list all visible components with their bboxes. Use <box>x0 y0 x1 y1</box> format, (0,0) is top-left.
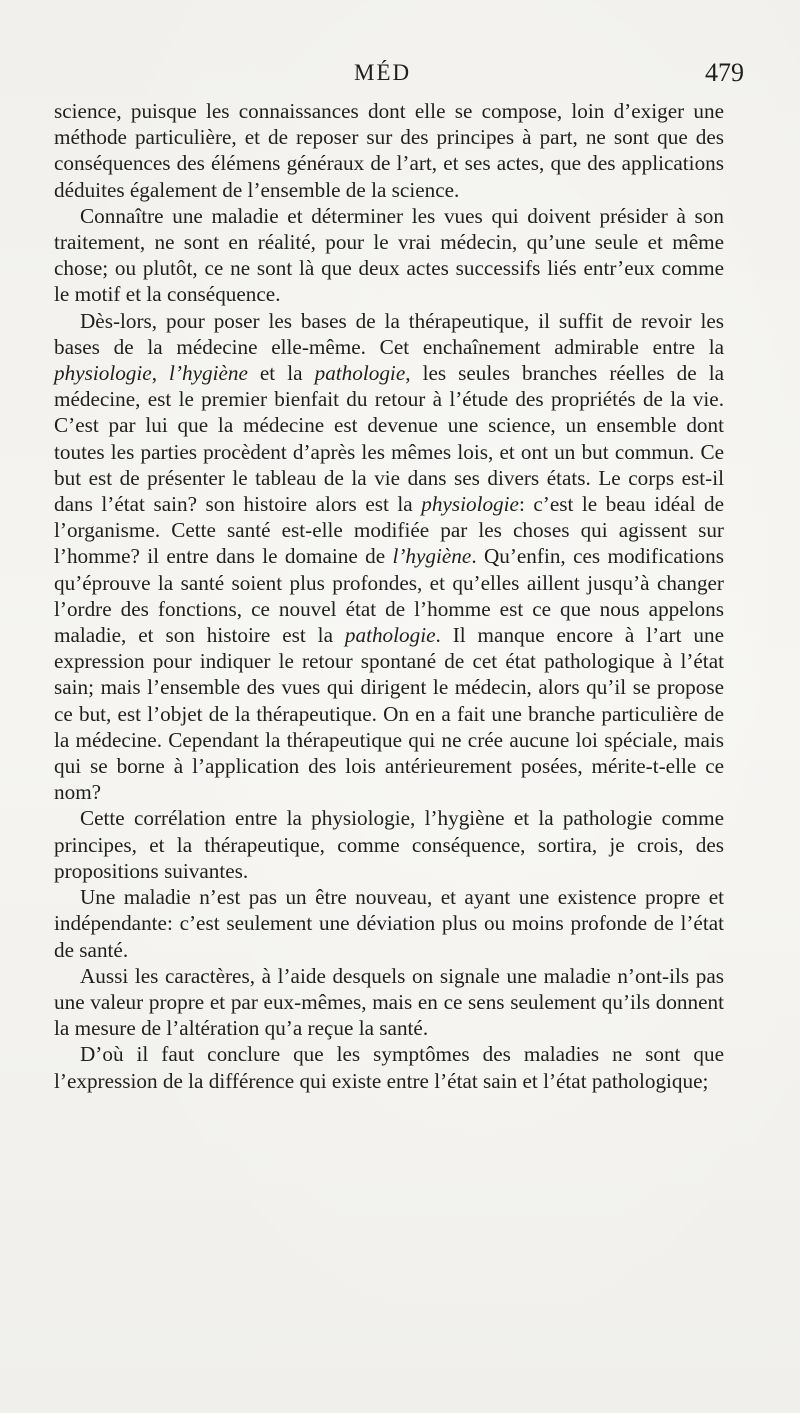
text-run: D’où il faut conclure que les symptômes des maladies ne sont que l’expression de la différence qui existe entre l’état sain et l’état pathologique; <box>54 1042 724 1093</box>
page-number: 479 <box>705 58 744 87</box>
text-run: Dès-lors, pour poser les bases de la thérapeutique, il suffit de revoir les bases de la médecine elle-même. Cet enchaînement admirable entre la <box>54 308 724 359</box>
text-run: . Il manque encore à l’art une expression pour indiquer le retour spontané de cet état pathologique à l’état sain; mais l’ensemble des vues qui dirigent le médecin, alors qu’il se propose ce but, est l’objet de la thérapeutique. On en a fait une branche particulière de la médecine. Cependant la thérapeutique qui ne crée aucune loi spéciale, mais qui se borne à l’application des lois antérieurement posées, mérite-t-elle ce nom? <box>54 623 724 805</box>
paragraph <box>54 98 724 203</box>
italic-term: pathologie <box>314 361 406 386</box>
paragraph <box>54 1041 724 1093</box>
text-run: et la <box>247 361 315 386</box>
text-run: Connaître une maladie et déterminer les vues qui doivent présider à son traitement, ne sont en réalité, pour le vrai médecin, qu’une seule et même chose; ou plutôt, ce ne sont là que deux actes successifs liés entr’eux comme le motif et la conséquence. <box>54 203 724 307</box>
text-run: . Qu’enfin, ces modifications qu’éprouve la santé soient plus profondes, et qu’elles aillent jusqu’à changer l’ordre des fonctions, ce nouvel état de l’homme est ce que nous appelons maladie, et son histoire est la <box>54 544 724 648</box>
text-run: : c’est le beau idéal de l’organisme. Cette santé est-elle modifiée par les choses qui agissent sur l’homme? il entre dans le domaine de <box>54 492 724 569</box>
body-text <box>54 98 724 1094</box>
text-run: , <box>151 361 170 386</box>
text-run: Aussi les caractères, à l’aide desquels on signale une maladie n’ont-ils pas une valeur propre et par eux-mêmes, mais en ce sens seulement qu’ils donnent la mesure de l’altération qu’a reçue la santé. <box>54 963 724 1041</box>
paragraph <box>54 308 724 806</box>
running-head: MÉD <box>354 60 412 85</box>
text-run: , les seules branches réelles de la médecine, est le premier bienfait du retour à l’étude des propriétés de la vie. C’est par lui que la médecine est devenue une science, un ensemble dont toutes les parties procèdent d’après les mêmes lois, et ont un but commun. Ce but est de présenter le tableau de la vie dans ses divers états. Le corps est-il dans l’état sain? son histoire alors est la <box>54 361 724 517</box>
italic-term: l’hygiène <box>169 361 248 386</box>
italic-term: pathologie <box>344 623 436 648</box>
paragraph <box>54 963 724 1042</box>
page-header <box>54 58 744 98</box>
paragraph <box>54 805 724 884</box>
text-run: science, puisque les connaissances dont elle se compose, loin d’exiger une méthode particulière, et de reposer sur des principes à part, ne sont que des conséquences des élémens généraux de l’art, et ses actes, que des applications déduites également de l’ensemble de la science. <box>54 99 724 202</box>
paragraph <box>54 203 724 308</box>
text-run: Cette corrélation entre la physiologie, l’hygiène et la pathologie comme principes, et la thérapeutique, comme conséquence, sortira, je crois, des propositions suivantes. <box>54 806 724 883</box>
italic-term: physiologie <box>421 492 519 517</box>
text-run: Une maladie n’est pas un être nouveau, et ayant une existence propre et indépendante: c’est seulement une déviation plus ou moins profonde de l’état de santé. <box>54 885 724 962</box>
italic-term: physiologie <box>54 361 152 386</box>
paragraph <box>54 884 724 963</box>
italic-term: l’hygiène <box>392 544 472 569</box>
